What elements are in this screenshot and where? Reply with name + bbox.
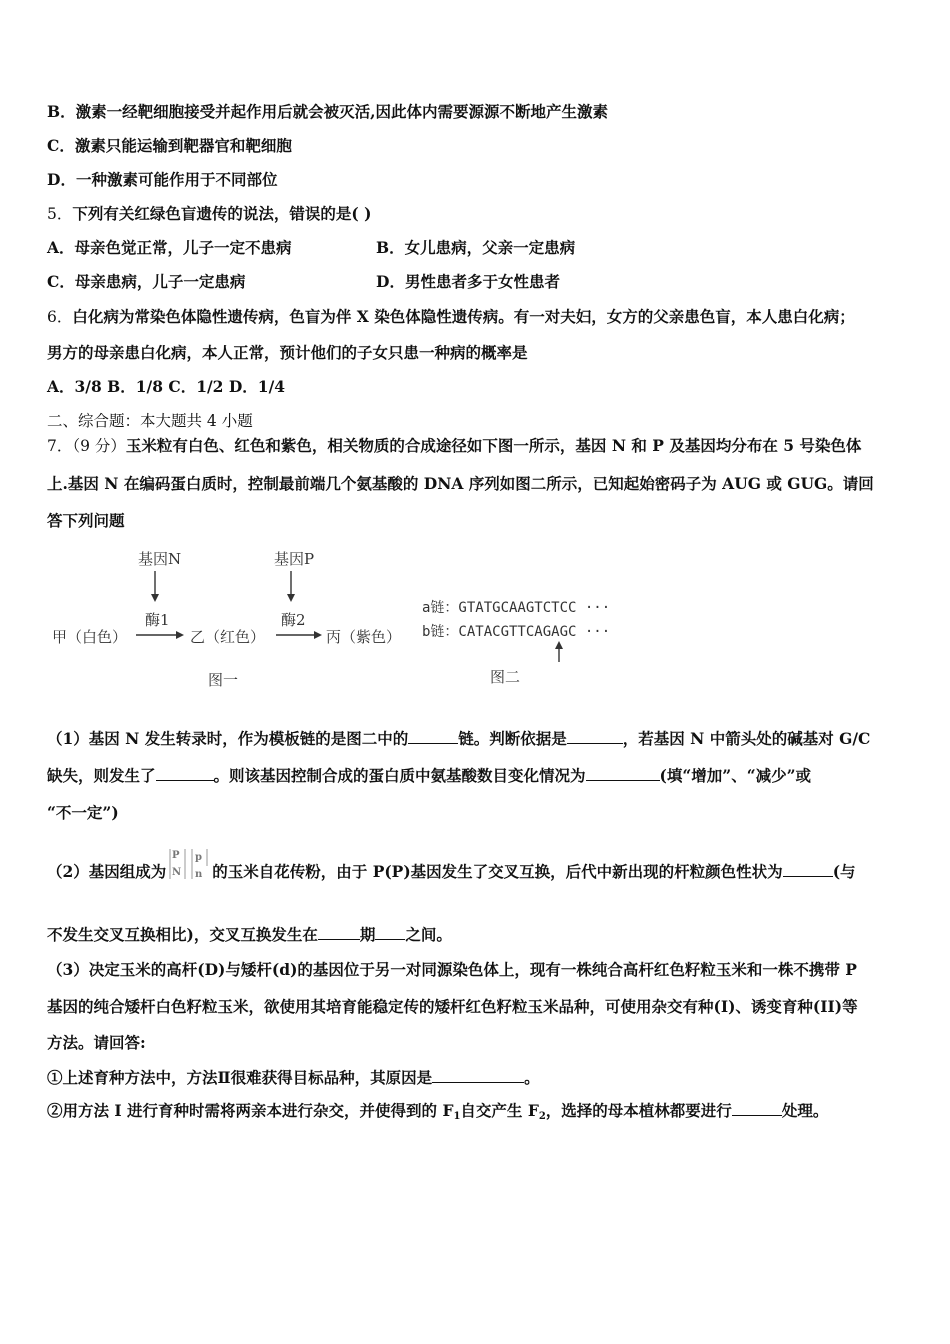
answer-blank-crossover-stage[interactable] <box>318 925 360 940</box>
answer-blank-crossover-between[interactable] <box>375 925 405 940</box>
answer-blank-new-phenotype[interactable] <box>783 862 833 877</box>
q7-sub3-q2b: 自交产生 F <box>460 1101 539 1120</box>
gene-n-arrowhead <box>151 594 159 602</box>
q7-sub1-l2c: (填“增加”、“减少”或 <box>659 766 812 785</box>
b-chain-sequence: b链：CATACGTTCAGAGC ··· <box>422 624 611 640</box>
gene-p-arrowhead <box>287 594 295 602</box>
figure-2-caption: 图二 <box>490 668 521 686</box>
answer-blank-basis[interactable] <box>567 729 623 744</box>
enzyme-2-label: 酶2 <box>281 611 306 629</box>
q7-sub1-line2 <box>47 766 811 786</box>
q5-option-c: C．母亲患病，儿子一定患病 <box>47 272 246 291</box>
q7-sub3-q2-sub2: 2 <box>538 1111 546 1122</box>
q7-number: 7． <box>47 437 73 455</box>
answer-blank-mutation-type[interactable] <box>156 766 214 781</box>
q7-sub1-l2a: 缺失，则发生了 <box>47 766 156 785</box>
q5-stem <box>47 204 371 224</box>
q7-sub1-l1b: 链。判断依据是 <box>458 729 567 748</box>
genotype-chromosome-figure <box>168 846 210 882</box>
q7-sub3-q2 <box>47 1101 828 1127</box>
q5-option-d: D．男性患者多于女性患者 <box>376 272 560 291</box>
figure-1-caption: 图一 <box>208 671 239 689</box>
q7-sub3-line2: 基因的纯合矮杆白色籽粒玉米，欲使用其培育能稳定传的矮杆红色籽粒玉米品种，可使用杂交有种(I)、诱变育种(II)等 <box>47 997 858 1016</box>
gene-p-label: 基因P <box>274 550 315 568</box>
q7-sub3-line3: 方法。请回答: <box>47 1033 146 1052</box>
q7-sub3-q2a: ②用方法 I 进行育种时需将两亲本进行杂交，并使得到的 F <box>47 1101 454 1120</box>
geno-right-top: p <box>195 852 203 863</box>
q7-sub2-l2c: 之间。 <box>405 925 452 944</box>
q7-sub2-l1c: (与 <box>832 862 856 881</box>
a-chain-sequence: a链：GTATGCAAGTCTCC ··· <box>422 600 611 616</box>
reaction-arrowhead-1 <box>176 631 184 639</box>
q7-sub1-line3: “不一定”) <box>47 803 119 822</box>
q7-sub3-q1b: 。 <box>524 1068 540 1087</box>
reaction-arrowhead-2 <box>314 631 322 639</box>
q4-option-b: B．激素一经靶细胞接受并起作用后就会被灭活,因此体内需要源源不断地产生激素 <box>47 102 608 121</box>
q7-sub1-line1 <box>47 729 870 749</box>
q7-line1 <box>47 436 861 456</box>
q5-option-a: A．母亲色觉正常，儿子一定不患病 <box>47 238 292 257</box>
q6-line1-text: 白化病为常染色体隐性遗传病，色盲为伴 X 染色体隐性遗传病。有一对夫妇，女方的父亲患色盲，本人患白化病； <box>72 307 855 326</box>
q7-sub3-line1: （3）决定玉米的高杆(D)与矮杆(d)的基因位于另一对同源染色体上，现有一株纯合高杆红色籽粒玉米和一株不携带 P <box>47 960 857 979</box>
q5-stem-text: 下列有关红绿色盲遗传的说法，错误的是( ) <box>72 204 372 223</box>
q7-sub2-l2b: 期 <box>359 925 376 944</box>
q7-sub3-q2d: 处理。 <box>781 1101 829 1120</box>
q5-number: 5． <box>47 205 73 223</box>
q7-sub1-l2b: 。则该基因控制合成的蛋白质中氨基酸数目变化情况为 <box>213 766 586 785</box>
q7-sub3-q1a: ①上述育种方法中，方法Ⅱ很难获得目标品种，其原因是 <box>47 1068 433 1087</box>
answer-blank-template-chain[interactable] <box>408 729 458 744</box>
q7-sub2-l1b: 的玉米自花传粉，由于 P(P)基因发生了交叉互换，后代中新出现的杆粒颜色性状为 <box>212 862 783 881</box>
q4-option-d: D．一种激素可能作用于不同部位 <box>47 170 278 189</box>
q7-sub1-l1a: （1）基因 N 发生转录时，作为模板链的是图二中的 <box>47 729 409 748</box>
section2-heading: 二、综合题：本大题共 4 小题 <box>47 412 253 430</box>
q6-number: 6． <box>47 308 73 326</box>
q7-line1-text: 玉米粒有白色、红色和紫色，相关物质的合成途径如下图一所示，基因 N 和 P 及基因均分布在 5 号染色体 <box>125 436 862 455</box>
q7-sub2-l1a: （2）基因组成为 <box>47 862 167 881</box>
q7-sub1-l1c: ，若基因 N 中箭头处的碱基对 G/C <box>622 729 871 748</box>
geno-right-bottom: n <box>195 869 203 880</box>
q7-sub3-q1 <box>47 1068 540 1088</box>
q5-option-b: B．女儿患病，父亲一定患病 <box>376 238 576 257</box>
q7-score: （9 分） <box>72 437 126 455</box>
figure-2-dna-sequence <box>418 590 638 690</box>
enzyme-1-label: 酶1 <box>145 611 170 629</box>
answer-blank-amino-acid-change[interactable] <box>586 766 660 781</box>
answer-blank-emasculation[interactable] <box>732 1101 782 1116</box>
q7-line2: 上.基因 N 在编码蛋白质时，控制最前端几个氨基酸的 DNA 序列如图二所示，已知起始密码子为 AUG 或 GUG。请回 <box>47 474 874 493</box>
q7-sub2-line2 <box>47 925 452 945</box>
answer-blank-method-ii-reason[interactable] <box>432 1068 524 1083</box>
q7-sub3-q2-sub1: 1 <box>453 1111 461 1122</box>
q7-sub2-line1 <box>47 850 856 882</box>
figure-1-pathway <box>48 545 418 695</box>
mutation-site-arrowhead <box>555 641 563 649</box>
q6-line2: 男方的母亲患白化病，本人正常，预计他们的子女只患一种病的概率是 <box>47 343 528 362</box>
substance-yi: 乙（红色） <box>190 628 266 646</box>
substance-jia: 甲（白色） <box>52 628 128 646</box>
q7-sub2-l2a: 不发生交叉互换相比)，交叉互换发生在 <box>47 925 318 944</box>
q6-options: A．3/8 B．1/8 C．1/2 D．1/4 <box>47 377 286 396</box>
q6-line1 <box>47 307 855 327</box>
q4-option-c: C．激素只能运输到靶器官和靶细胞 <box>47 136 292 155</box>
gene-n-label: 基因N <box>138 550 182 568</box>
geno-left-top: P <box>172 850 180 861</box>
geno-left-bottom: N <box>172 867 182 878</box>
q7-line3: 答下列问题 <box>47 511 125 530</box>
substance-bing: 丙（紫色） <box>326 628 402 646</box>
q7-sub3-q2c: ，选择的母本植林都要进行 <box>545 1101 732 1120</box>
